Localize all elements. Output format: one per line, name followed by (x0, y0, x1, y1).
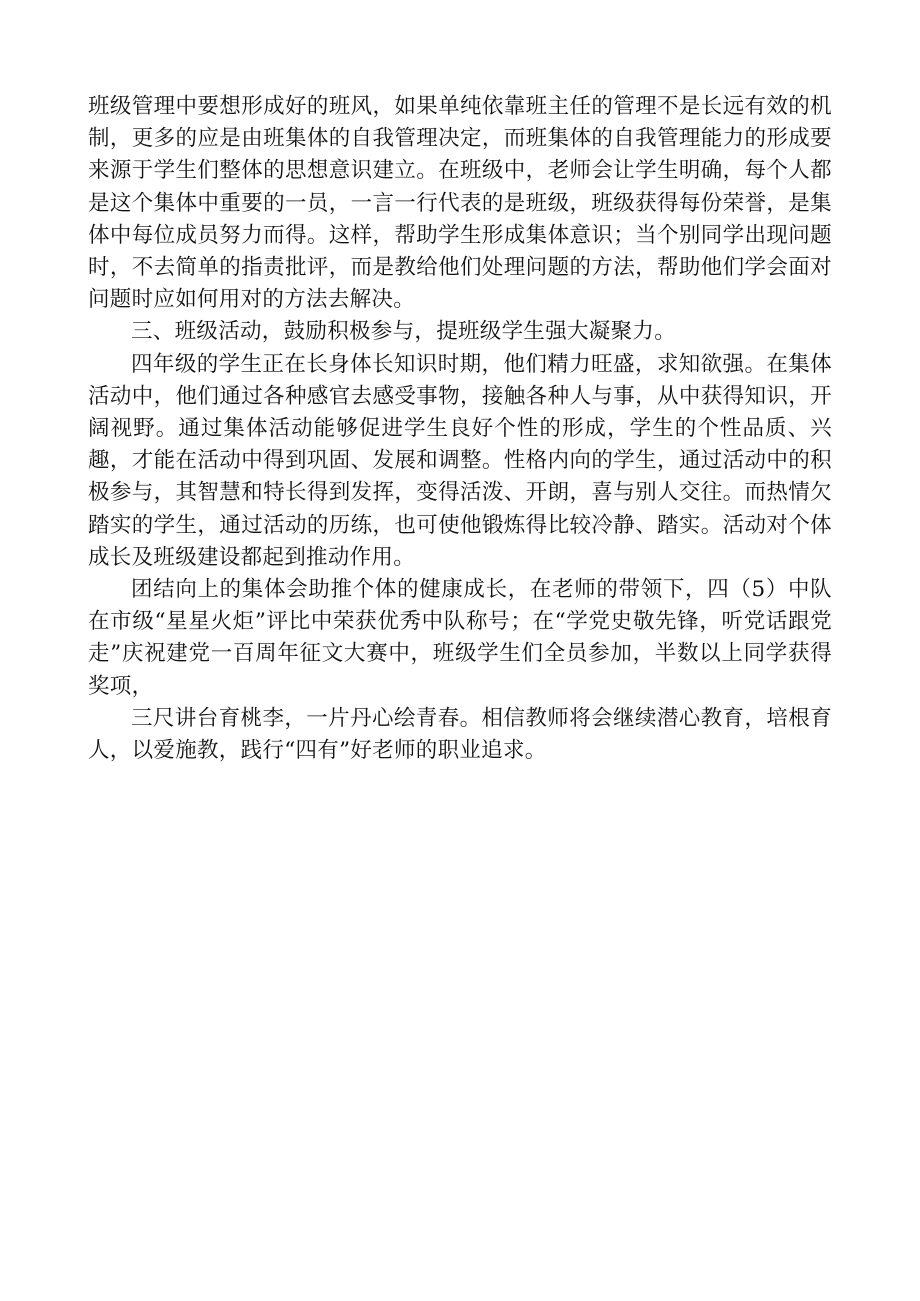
document-body (88, 91, 832, 767)
paragraph-collective-honors: 团结向上的集体会助推个体的健康成长，在老师的带领下，四（5）中队在市级“星星火炬”评比中荣获优秀中队称号；在“学党史敬先锋，听党话跟党走”庆祝建党一百周年征文大赛中，班级学生们全员参加，半数以上同学获得奖项， (88, 577, 832, 699)
section-heading-class-activities: 三、班级活动，鼓励积极参与，提班级学生强大凝聚力。 (131, 319, 677, 345)
paragraph-closing: 三尺讲台育桃李，一片丹心绘青春。相信教师将会继续潜心教育，培根育人，以爱施教，践行“四有”好老师的职业追求。 (88, 705, 832, 764)
paragraph-class-management: 班级管理中要想形成好的班风，如果单纯依靠班主任的管理不是长远有效的机制，更多的应是由班集体的自我管理决定，而班集体的自我管理能力的形成要来源于学生们整体的思想意识建立。在班级中，老师会让学生明确，每个人都是这个集体中重要的一员，一言一行代表的是班级，班级获得每份荣誉，是集体中每位成员努力而得。这样，帮助学生形成集体意识；当个别同学出现问题时，不去简单的指责批评，而是教给他们处理问题的方法，帮助他们学会面对问题时应如何用对的方法去解决。 (88, 94, 832, 313)
paragraph-fourth-grade-students: 四年级的学生正在长身体长知识时期，他们精力旺盛，求知欲强。在集体活动中，他们通过各种感官去感受事物，接触各种人与事，从中获得知识，开阔视野。通过集体活动能够促进学生良好个性的形成，学生的个性品质、兴趣，才能在活动中得到巩固、发展和调整。性格内向的学生，通过活动中的积极参与，其智慧和特长得到发挥，变得活泼、开朗，喜与别人交往。而热情欠踏实的学生，通过活动的历练，也可使他锻炼得比较冷静、踏实。活动对个体成长及班级建设都起到推动作用。 (88, 351, 832, 570)
